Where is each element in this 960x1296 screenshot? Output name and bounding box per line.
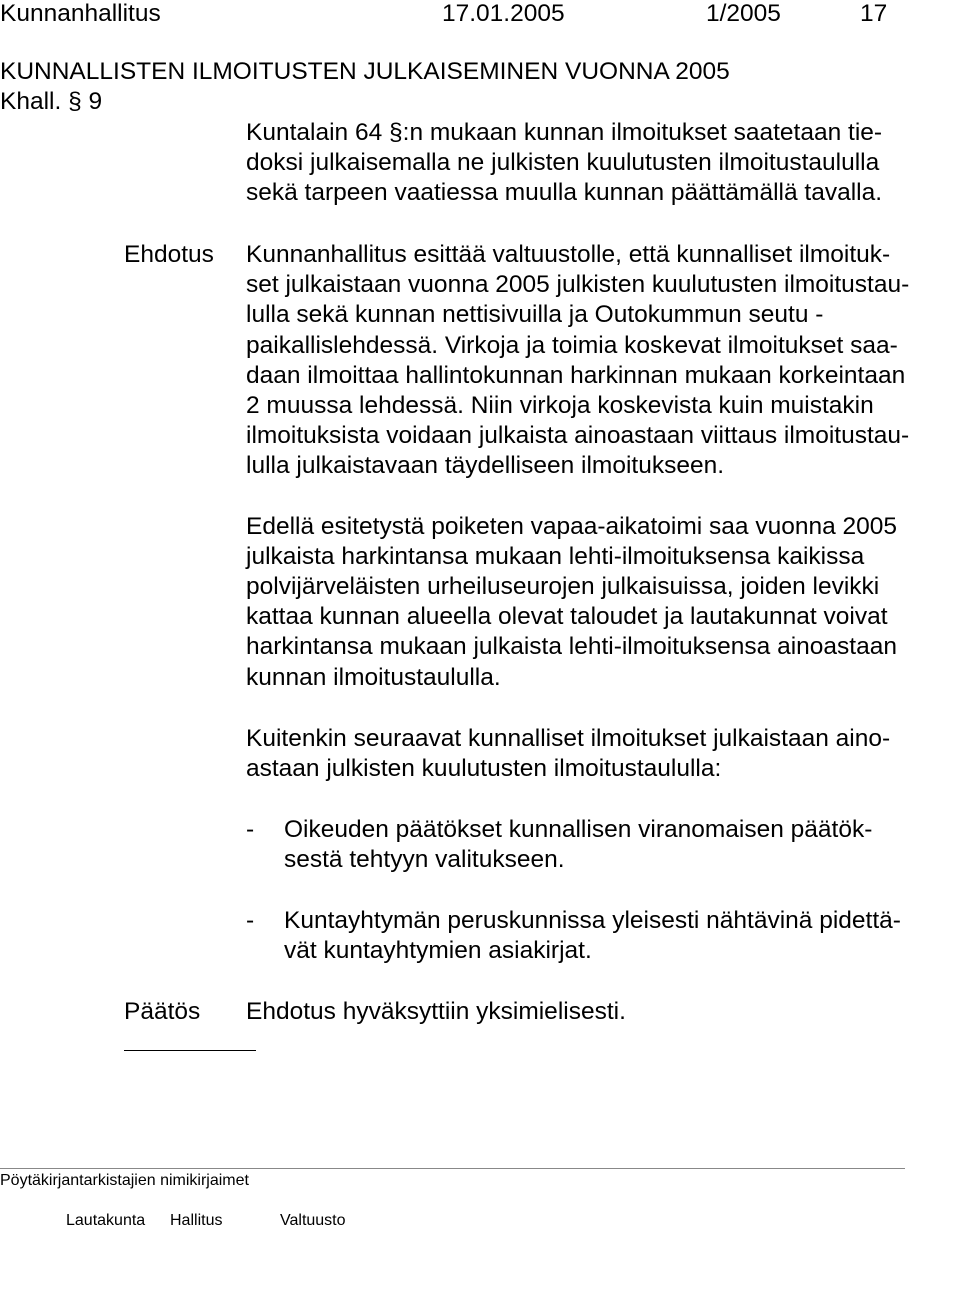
intro-line: doksi julkaisemalla ne julkisten kuulutusten ilmoitustaululla	[246, 149, 880, 176]
footer-signatures-label: Pöytäkirjantarkistajien nimikirjaimet	[0, 1172, 249, 1189]
exception-line: Edellä esitetystä poiketen vapaa-aikatoimi saa vuonna 2005	[246, 513, 898, 540]
header-date: 17.01.2005	[442, 0, 565, 27]
proposal-line: lulla sekä kunnan nettisivuilla ja Outokummun seutu -	[246, 301, 824, 328]
exception-line: kattaa kunnan alueella olevat taloudet ja lautakunnat voivat	[246, 603, 888, 630]
section-number: Khall. § 9	[0, 88, 103, 115]
exception-line: polvijärveläisten urheiluseurojen julkaisuissa, joiden levikki	[246, 573, 880, 600]
list-item-line: Oikeuden päätökset kunnallisen viranomaisen päätök-	[284, 816, 873, 843]
exception-line: kunnan ilmoitustaululla.	[246, 664, 501, 691]
notice-line: Kuitenkin seuraavat kunnalliset ilmoitukset julkaistaan aino-	[246, 725, 891, 752]
intro-line: sekä tarpeen vaatiessa muulla kunnan päättämällä tavalla.	[246, 179, 883, 206]
header-body: Kunnanhallitus	[0, 0, 161, 27]
decision-text: Ehdotus hyväksyttiin yksimielisesti.	[246, 998, 626, 1025]
footer-col-valtuusto: Valtuusto	[280, 1212, 346, 1229]
notice-line: astaan julkisten kuulutusten ilmoitustaululla:	[246, 755, 722, 782]
document-title: KUNNALLISTEN ILMOITUSTEN JULKAISEMINEN VUONNA 2005	[0, 58, 730, 85]
proposal-line: set julkaistaan vuonna 2005 julkisten kuulutusten ilmoitustau-	[246, 271, 910, 298]
list-dash: -	[246, 816, 255, 843]
list-item-line: Kuntayhtymän peruskunnissa yleisesti nähtävinä pidettä-	[284, 907, 901, 934]
proposal-line: daan ilmoittaa hallintokunnan harkinnan mukaan korkeintaan	[246, 362, 906, 389]
proposal-label: Ehdotus	[124, 241, 214, 268]
decision-label: Päätös	[124, 998, 201, 1025]
header-page: 17	[860, 0, 888, 27]
list-item-line: sestä tehtyyn valitukseen.	[284, 846, 565, 873]
proposal-line: Kunnanhallitus esittää valtuustolle, että kunnalliset ilmoituk-	[246, 241, 891, 268]
list-dash: -	[246, 907, 255, 934]
footer-rule	[0, 1168, 905, 1169]
decision-underline	[124, 1050, 256, 1051]
proposal-line: ilmoituksista voidaan julkaista ainoastaan viittaus ilmoitustau-	[246, 422, 910, 449]
header-number: 1/2005	[706, 0, 781, 27]
exception-line: harkintansa mukaan julkaista lehti-ilmoituksensa ainoastaan	[246, 633, 897, 660]
intro-line: Kuntalain 64 §:n mukaan kunnan ilmoitukset saatetaan tie-	[246, 119, 883, 146]
proposal-line: paikallislehdessä. Virkoja ja toimia koskevat ilmoitukset saa-	[246, 332, 898, 359]
footer-col-lautakunta: Lautakunta	[66, 1212, 146, 1229]
proposal-line: lulla julkaistavaan täydelliseen ilmoitukseen.	[246, 452, 725, 479]
footer-col-hallitus: Hallitus	[170, 1212, 223, 1229]
list-item-line: vät kuntayhtymien asiakirjat.	[284, 937, 592, 964]
proposal-line: 2 muussa lehdessä. Niin virkoja koskevista kuin muistakin	[246, 392, 874, 419]
exception-line: julkaista harkintansa mukaan lehti-ilmoituksensa kaikissa	[246, 543, 865, 570]
